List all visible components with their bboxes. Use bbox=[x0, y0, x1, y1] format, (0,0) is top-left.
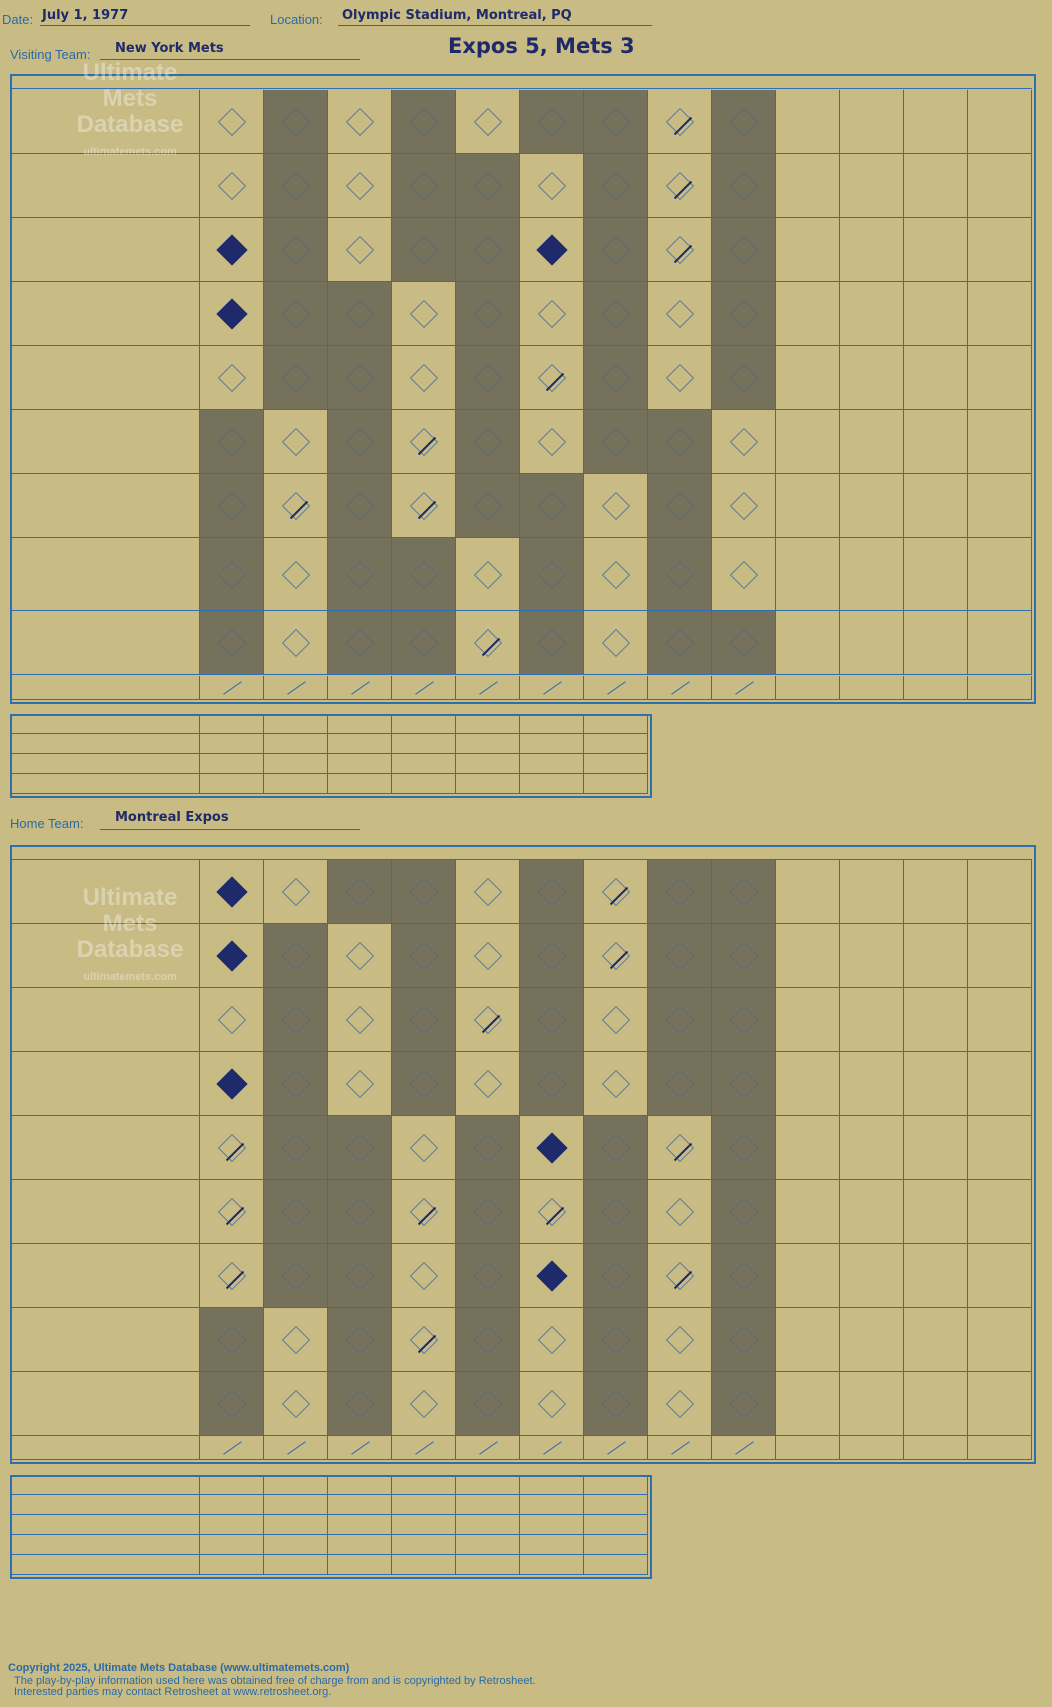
stat-cell bbox=[840, 988, 904, 1052]
totals-label-cell bbox=[10, 676, 200, 700]
pitcher-stat bbox=[328, 754, 392, 774]
stat-cell bbox=[776, 1308, 840, 1372]
totals-label-cell bbox=[10, 1436, 200, 1460]
footer-contact: Interested parties may contact Retrosheet at www.retrosheet.org. bbox=[14, 1686, 332, 1698]
stat-cell bbox=[776, 1052, 840, 1116]
pitcher-name bbox=[10, 1535, 200, 1555]
pitcher-header-bb bbox=[520, 714, 584, 734]
pitcher-stat bbox=[456, 774, 520, 794]
pitcher-stat bbox=[520, 1515, 584, 1535]
pitcher-stat bbox=[200, 734, 264, 754]
pitcher-stat bbox=[264, 1495, 328, 1515]
stat-cell bbox=[840, 924, 904, 988]
stat-cell bbox=[840, 154, 904, 218]
pitcher-stat bbox=[200, 1515, 264, 1535]
pitcher-name bbox=[10, 754, 200, 774]
pitcher-header-pitchers bbox=[10, 714, 200, 734]
pitcher-stat bbox=[264, 1515, 328, 1535]
pitcher-stat bbox=[264, 1555, 328, 1575]
pitcher-stat bbox=[328, 1495, 392, 1515]
pitcher-stat bbox=[584, 1515, 648, 1535]
name-cell bbox=[10, 1116, 200, 1180]
stat-cell bbox=[840, 1052, 904, 1116]
stat-cell bbox=[776, 474, 840, 538]
name-cell bbox=[10, 1180, 200, 1244]
stat-cell bbox=[968, 1052, 1032, 1116]
stat-cell bbox=[776, 924, 840, 988]
stat-cell bbox=[840, 218, 904, 282]
pitcher-stat bbox=[456, 1495, 520, 1515]
stat-cell bbox=[904, 282, 968, 346]
name-cell bbox=[10, 538, 200, 611]
location-label: Location: bbox=[270, 12, 323, 27]
pitcher-stat bbox=[200, 1495, 264, 1515]
stat-cell bbox=[840, 410, 904, 474]
stat-cell bbox=[840, 1180, 904, 1244]
stat-cell bbox=[904, 1180, 968, 1244]
game-date: July 1, 1977 bbox=[42, 8, 129, 23]
name-cell bbox=[10, 611, 200, 675]
pitcher-header-ip bbox=[200, 714, 264, 734]
stat-cell bbox=[904, 988, 968, 1052]
pitcher-header-r bbox=[328, 1475, 392, 1495]
pitcher-stat bbox=[456, 1555, 520, 1575]
stat-cell bbox=[840, 1372, 904, 1436]
date-label: Date: bbox=[2, 12, 34, 27]
pitcher-stat bbox=[520, 1495, 584, 1515]
pitcher-stat bbox=[584, 1535, 648, 1555]
watermark-url: ultimatemets.com bbox=[83, 146, 177, 158]
stat-cell bbox=[904, 924, 968, 988]
stat-cell bbox=[968, 474, 1032, 538]
pitcher-stat bbox=[392, 1535, 456, 1555]
stat-cell bbox=[776, 410, 840, 474]
stat-cell bbox=[776, 90, 840, 154]
total-stat-cell bbox=[840, 1436, 904, 1460]
stat-cell bbox=[840, 1308, 904, 1372]
stat-cell bbox=[904, 611, 968, 675]
stat-cell bbox=[968, 1180, 1032, 1244]
stat-cell bbox=[904, 346, 968, 410]
game-location: Olympic Stadium, Montreal, PQ bbox=[342, 8, 572, 23]
stat-cell bbox=[968, 1372, 1032, 1436]
stat-cell bbox=[776, 1180, 840, 1244]
pitcher-header-hr bbox=[456, 714, 520, 734]
score-title: Expos 5, Mets 3 bbox=[448, 34, 635, 58]
stat-cell bbox=[968, 154, 1032, 218]
stat-cell bbox=[904, 1244, 968, 1308]
pitcher-stat bbox=[456, 754, 520, 774]
total-stat-cell bbox=[968, 1436, 1032, 1460]
name-cell bbox=[10, 474, 200, 538]
total-stat-cell bbox=[776, 1436, 840, 1460]
stat-cell bbox=[776, 282, 840, 346]
stat-cell bbox=[968, 90, 1032, 154]
stat-cell bbox=[840, 474, 904, 538]
stat-cell bbox=[776, 860, 840, 924]
pitcher-header-ip bbox=[200, 1475, 264, 1495]
stat-cell bbox=[840, 90, 904, 154]
pitcher-stat bbox=[584, 1555, 648, 1575]
stat-cell bbox=[840, 1244, 904, 1308]
pitcher-stat bbox=[520, 734, 584, 754]
pitcher-name bbox=[10, 734, 200, 754]
stat-cell bbox=[776, 1116, 840, 1180]
stat-cell bbox=[904, 1308, 968, 1372]
pitcher-stat bbox=[328, 1535, 392, 1555]
total-stat-cell bbox=[904, 1436, 968, 1460]
visiting-team-name: New York Mets bbox=[115, 41, 224, 56]
stat-cell bbox=[776, 218, 840, 282]
pitcher-stat bbox=[264, 734, 328, 754]
pitcher-stat bbox=[264, 774, 328, 794]
pitcher-stat bbox=[200, 1535, 264, 1555]
pitcher-stat bbox=[520, 754, 584, 774]
name-cell bbox=[10, 1308, 200, 1372]
pitcher-stat bbox=[200, 1555, 264, 1575]
watermark-logo: Ultimate Mets Database bbox=[76, 884, 184, 963]
pitcher-stat bbox=[584, 754, 648, 774]
stat-cell bbox=[968, 988, 1032, 1052]
pitcher-stat bbox=[264, 754, 328, 774]
pitcher-stat bbox=[200, 754, 264, 774]
pitcher-stat bbox=[520, 1535, 584, 1555]
name-cell bbox=[10, 282, 200, 346]
name-cell bbox=[10, 1372, 200, 1436]
pitcher-stat bbox=[456, 1535, 520, 1555]
pitcher-stat bbox=[520, 1555, 584, 1575]
total-stat-cell bbox=[904, 676, 968, 700]
stat-cell bbox=[776, 154, 840, 218]
pitcher-stat bbox=[392, 774, 456, 794]
name-cell bbox=[10, 410, 200, 474]
pitcher-stat bbox=[584, 734, 648, 754]
pitcher-name bbox=[10, 1495, 200, 1515]
stat-cell bbox=[840, 611, 904, 675]
pitcher-stat bbox=[328, 1555, 392, 1575]
stat-cell bbox=[904, 474, 968, 538]
stat-cell bbox=[904, 90, 968, 154]
stat-cell bbox=[904, 410, 968, 474]
pitcher-header-h bbox=[264, 714, 328, 734]
stat-cell bbox=[968, 1116, 1032, 1180]
stat-cell bbox=[904, 154, 968, 218]
stat-cell bbox=[968, 924, 1032, 988]
stat-cell bbox=[904, 1052, 968, 1116]
home-team-name: Montreal Expos bbox=[115, 810, 229, 825]
pitcher-header-r bbox=[328, 714, 392, 734]
pitcher-stat bbox=[264, 1535, 328, 1555]
watermark-logo: Ultimate Mets Database bbox=[76, 59, 184, 138]
stat-cell bbox=[968, 1244, 1032, 1308]
stat-cell bbox=[840, 282, 904, 346]
watermark-url: ultimatemets.com bbox=[83, 971, 177, 983]
pitcher-header-h bbox=[264, 1475, 328, 1495]
pitcher-header-so bbox=[584, 1475, 648, 1495]
total-stat-cell bbox=[840, 676, 904, 700]
pitcher-header-so bbox=[584, 714, 648, 734]
pitcher-stat bbox=[456, 734, 520, 754]
total-stat-cell bbox=[776, 676, 840, 700]
pitcher-name bbox=[10, 1515, 200, 1535]
stat-cell bbox=[968, 1308, 1032, 1372]
stat-cell bbox=[904, 1372, 968, 1436]
stat-cell bbox=[968, 346, 1032, 410]
name-cell bbox=[10, 1244, 200, 1308]
name-cell bbox=[10, 1052, 200, 1116]
pitcher-stat bbox=[392, 734, 456, 754]
stat-cell bbox=[840, 538, 904, 611]
footer-retrosheet: The play-by-play information used here was obtained free of charge from and is copyrighted by Retrosheet. bbox=[14, 1675, 536, 1687]
stat-cell bbox=[840, 1116, 904, 1180]
pitcher-stat bbox=[584, 774, 648, 794]
stat-cell bbox=[968, 611, 1032, 675]
pitcher-header-bb bbox=[520, 1475, 584, 1495]
stat-cell bbox=[840, 346, 904, 410]
pitcher-stat bbox=[392, 1555, 456, 1575]
stat-cell bbox=[968, 410, 1032, 474]
pitcher-stat bbox=[200, 774, 264, 794]
stat-cell bbox=[840, 860, 904, 924]
stat-cell bbox=[968, 218, 1032, 282]
pitcher-header-er bbox=[392, 1475, 456, 1495]
stat-cell bbox=[776, 988, 840, 1052]
pitcher-stat bbox=[520, 774, 584, 794]
pitcher-name bbox=[10, 1555, 200, 1575]
name-cell bbox=[10, 988, 200, 1052]
pitcher-stat bbox=[456, 1515, 520, 1535]
pitcher-header-er bbox=[392, 714, 456, 734]
pitcher-stat bbox=[392, 754, 456, 774]
pitcher-header-hr bbox=[456, 1475, 520, 1495]
name-cell bbox=[10, 154, 200, 218]
home-team-label: Home Team: bbox=[10, 816, 84, 831]
stat-cell bbox=[904, 538, 968, 611]
pitcher-stat bbox=[328, 774, 392, 794]
visiting-team-label: Visiting Team: bbox=[10, 47, 91, 62]
stat-cell bbox=[776, 611, 840, 675]
name-cell bbox=[10, 218, 200, 282]
stat-cell bbox=[776, 346, 840, 410]
pitcher-stat bbox=[328, 734, 392, 754]
stat-cell bbox=[776, 538, 840, 611]
total-stat-cell bbox=[968, 676, 1032, 700]
pitcher-stat bbox=[328, 1515, 392, 1535]
pitcher-name bbox=[10, 774, 200, 794]
stat-cell bbox=[904, 860, 968, 924]
stat-cell bbox=[776, 1244, 840, 1308]
pitcher-header-pitchers bbox=[10, 1475, 200, 1495]
name-cell bbox=[10, 346, 200, 410]
stat-cell bbox=[968, 860, 1032, 924]
stat-cell bbox=[968, 282, 1032, 346]
pitcher-stat bbox=[392, 1515, 456, 1535]
pitcher-stat bbox=[584, 1495, 648, 1515]
pitcher-stat bbox=[392, 1495, 456, 1515]
stat-cell bbox=[776, 1372, 840, 1436]
stat-cell bbox=[904, 218, 968, 282]
stat-cell bbox=[968, 538, 1032, 611]
footer-copyright: Copyright 2025, Ultimate Mets Database (www.ultimatemets.com) bbox=[8, 1662, 350, 1674]
stat-cell bbox=[904, 1116, 968, 1180]
